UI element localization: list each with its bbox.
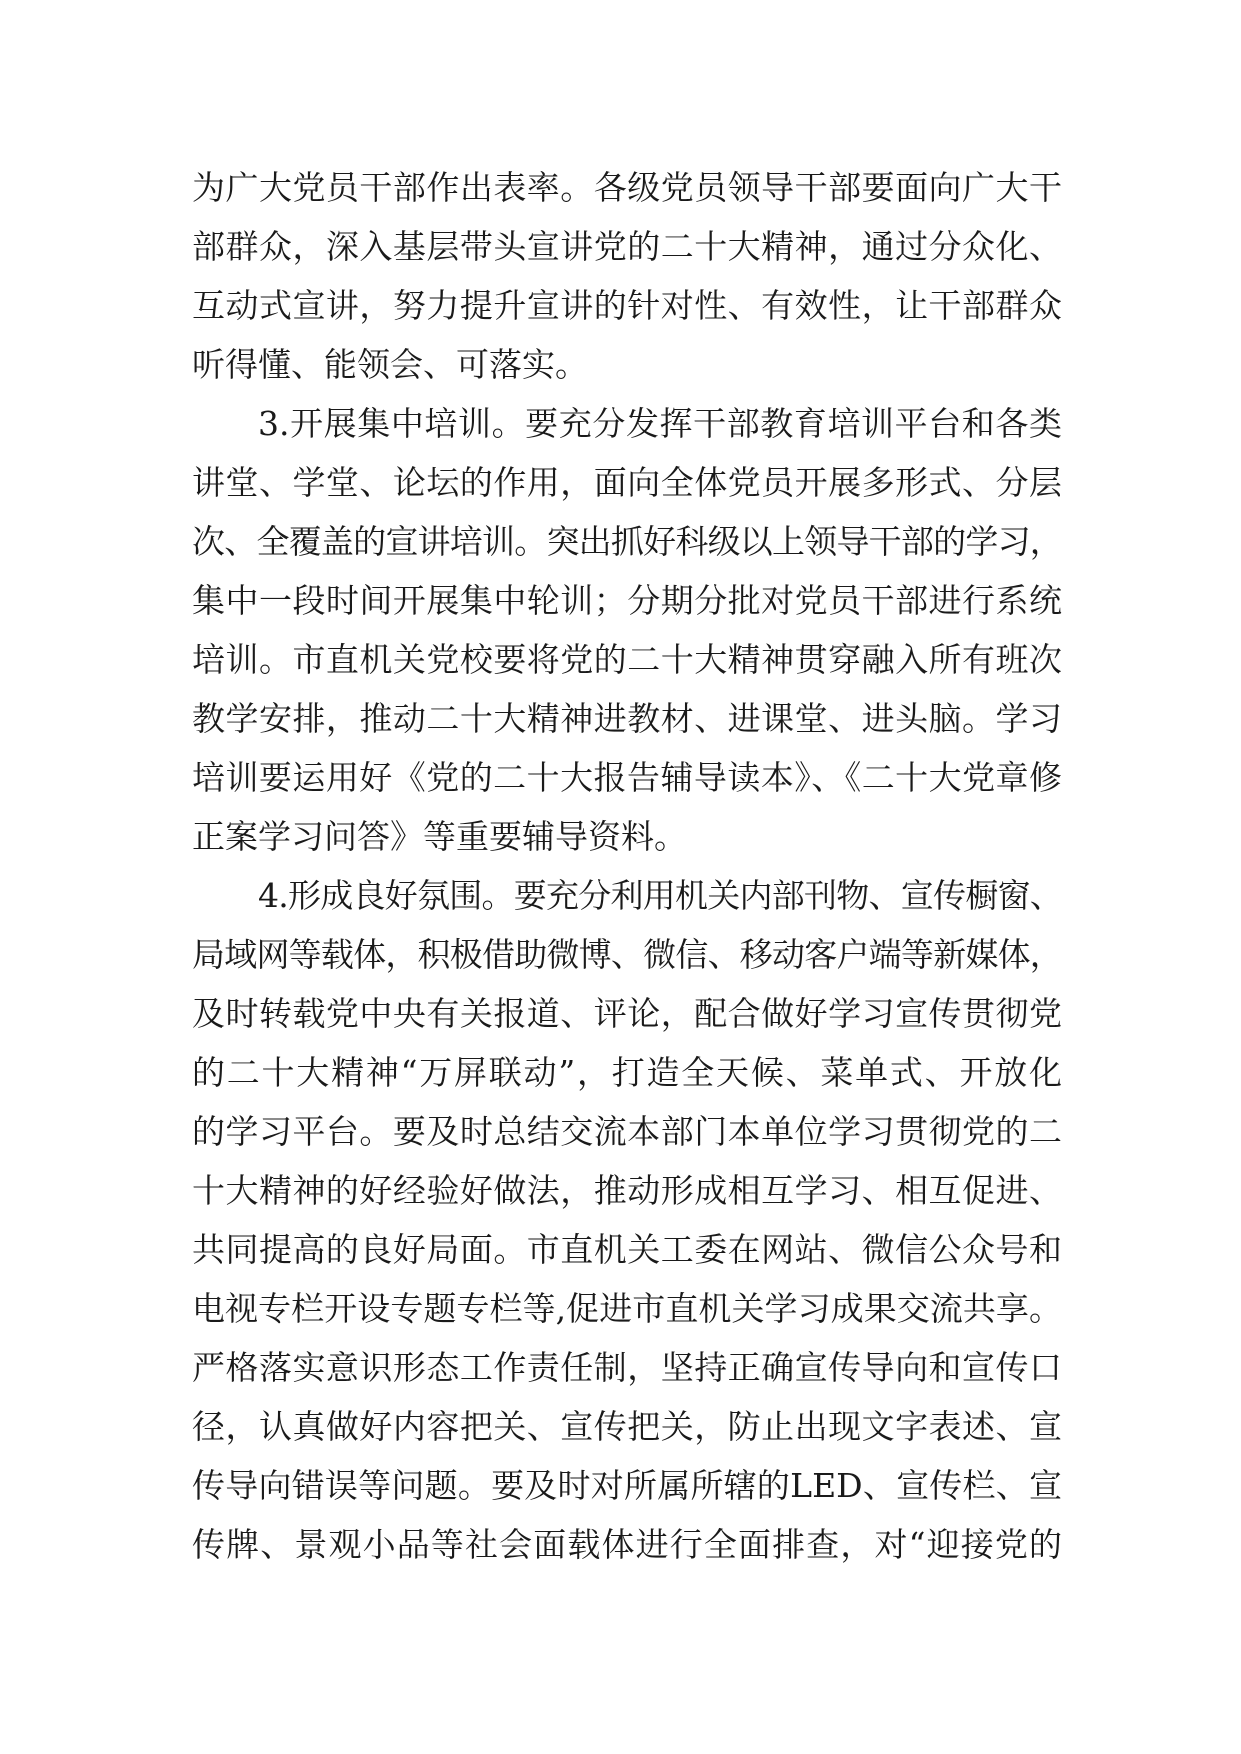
text-line: 培训。市直机关党校要将党的二十大精神贯穿融入所有班次 — [192, 640, 1062, 679]
text-line: 部群众，深入基层带头宣讲党的二十大精神，通过分众化、 — [192, 227, 1062, 266]
text-line: 传牌、景观小品等社会面载体进行全面排查，对“迎接党的 — [192, 1525, 1062, 1564]
text-line: 及时转载党中央有关报道、评论，配合做好学习宣传贯彻党 — [192, 994, 1062, 1033]
text-line: 局域网等载体，积极借助微博、微信、移动客户端等新媒体， — [192, 935, 1062, 974]
text-line: 次、全覆盖的宣讲培训。突出抓好科级以上领导干部的学习， — [192, 522, 1062, 561]
section-heading-line: 4.形成良好氛围。要充分利用机关内部刊物、宣传橱窗、 — [258, 876, 1062, 915]
text-line: 传导向错误等问题。要及时对所属所辖的LED、宣传栏、宣 — [192, 1466, 1062, 1505]
text-line: 讲堂、学堂、论坛的作用，面向全体党员开展多形式、分层 — [192, 463, 1062, 502]
text-line: 集中一段时间开展集中轮训；分期分批对党员干部进行系统 — [192, 581, 1062, 620]
text-line: 为广大党员干部作出表率。各级党员领导干部要面向广大干 — [192, 168, 1062, 207]
text-line: 培训要运用好《党的二十大报告辅导读本》、《二十大党章修 — [192, 758, 1062, 797]
text-line: 电视专栏开设专题专栏等,促进市直机关学习成果交流共享。 — [192, 1289, 1062, 1328]
text-line: 严格落实意识形态工作责任制，坚持正确宣传导向和宣传口 — [192, 1348, 1062, 1387]
text-line: 的二十大精神“万屏联动”，打造全天候、菜单式、开放化 — [192, 1053, 1062, 1092]
text-line: 教学安排，推动二十大精神进教材、进课堂、进头脑。学习 — [192, 699, 1062, 738]
body-text — [192, 158, 1062, 1574]
text-line: 共同提高的良好局面。市直机关工委在网站、微信公众号和 — [192, 1230, 1062, 1269]
text-line: 十大精神的好经验好做法，推动形成相互学习、相互促进、 — [192, 1171, 1062, 1210]
section-heading-line: 3.开展集中培训。要充分发挥干部教育培训平台和各类 — [258, 404, 1062, 443]
text-line: 互动式宣讲，努力提升宣讲的针对性、有效性，让干部群众 — [192, 286, 1062, 325]
text-line: 听得懂、能领会、可落实。 — [192, 345, 588, 384]
text-line: 正案学习问答》等重要辅导资料。 — [192, 817, 687, 856]
text-line: 径，认真做好内容把关、宣传把关，防止出现文字表述、宣 — [192, 1407, 1062, 1446]
text-line: 的学习平台。要及时总结交流本部门本单位学习贯彻党的二 — [192, 1112, 1062, 1151]
